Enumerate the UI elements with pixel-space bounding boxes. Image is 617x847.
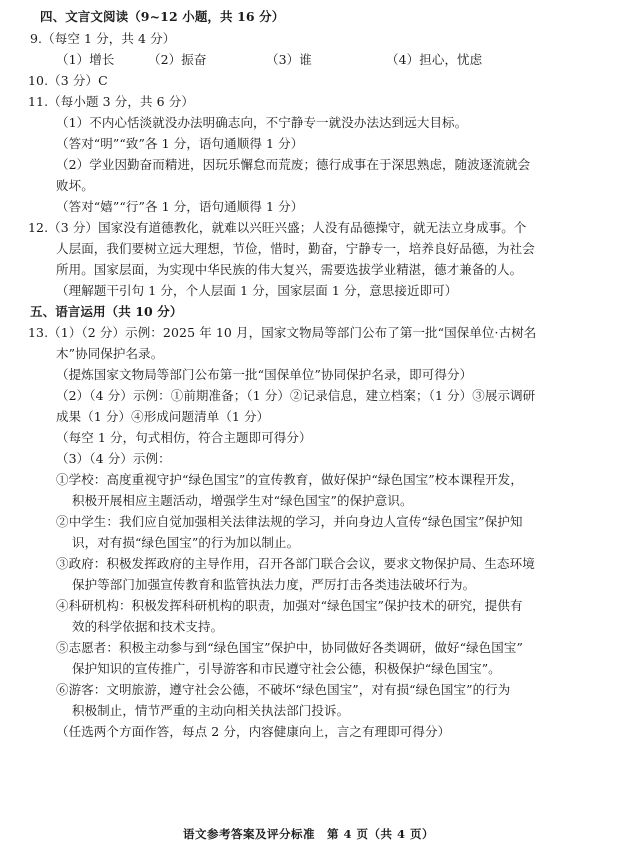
q13-tourist-line1: ⑥游客：文明旅游，遵守社会公德，不破坏“绿色国宝”，对有损“绿色国宝”的行为 (56, 682, 511, 697)
q13-student-line1: ②中学生：我们应自觉加强相关法律法规的学习，并向身边人宣传“绿色国宝”保护知 (56, 514, 523, 529)
q13-part1-line1: 13.（1）（2 分）示例：2025 年 10 月，国家文物局等部门公布了第一批“国保单位·古树名 (28, 325, 537, 340)
q9-answers (0, 52, 617, 68)
q12-answer-line2: 人层面，我们要树立远大理想，节俭，惜时，勤奋，宁静专一，培养良好品德，为社会 (56, 241, 535, 256)
q11-scoring-1: （答对“明”“致”各 1 分，语句通顺得 1 分） (56, 136, 304, 151)
q13-government-line1: ③政府：积极发挥政府的主导作用，召开各部门联合会议，要求文物保护局、生态环境 (56, 556, 535, 571)
q13-part2-line2: 成果（1 分）④形成问题清单（1 分） (56, 409, 270, 424)
q13-part3-heading: （3）（4 分）示例： (56, 451, 171, 466)
q13-research-line2: 效的科学依据和技术支持。 (72, 619, 224, 634)
section-heading-classical: 四、文言文阅读（9~12 小题，共 16 分） (40, 9, 285, 24)
q13-research-line1: ④科研机构：积极发挥科研机构的职责，加强对“绿色国宝”保护技术的研究，提供有 (56, 598, 523, 613)
q11-answer-2-line1: （2）学业因勤奋而精进，因玩乐懈怠而荒废；德行成事在于深思熟虑，随波逐流就会 (56, 157, 531, 172)
q12-answer-line1: 12.（3 分）国家没有道德教化，就难以兴旺兴盛；人没有品德操守，就无法立身成事。个 (28, 220, 527, 235)
q13-school-line2: 积极开展相应主题活动，增强学生对“绿色国宝”的保护意识。 (72, 493, 413, 508)
q9-answer-3: （3）谁 (266, 52, 312, 67)
q11-scoring-2: （答对“嬉”“行”各 1 分，语句通顺得 1 分） (56, 199, 304, 214)
q13-volunteer-line2: 保护知识的宣传推广，引导游客和市民遵守社会公德，积极保护“绿色国宝”。 (72, 661, 501, 676)
q13-volunteer-line1: ⑤志愿者：积极主动参与到“绿色国宝”保护中，协同做好各类调研，做好“绿色国宝” (56, 640, 523, 655)
q12-scoring: （理解题干引句 1 分，个人层面 1 分，国家层面 1 分，意思接近即可） (56, 283, 458, 298)
page-footer: 语文参考答案及评分标准 第 4 页（共 4 页） (182, 827, 435, 841)
q13-part1-line2: 木”协同保护名录。 (56, 346, 164, 361)
q12-answer-line3: 所用。国家层面，为实现中华民族的伟大复兴，需要选拔学业精湛，德才兼备的人。 (56, 262, 523, 277)
section-heading-language: 五、语言运用（共 10 分） (30, 304, 183, 319)
q13-part3-scoring: （任选两个方面作答，每点 2 分，内容健康向上，言之有理即可得分） (56, 724, 451, 739)
q13-school-line1: ①学校：高度重视守护“绿色国宝”的宣传教育，做好保护“绿色国宝”校本课程开发， (56, 472, 523, 487)
q13-student-line2: 识，对有损“绿色国宝”的行为加以制止。 (72, 535, 300, 550)
q13-part1-scoring: （提炼国家文物局等部门公布第一批“国保单位”协同保护名录，即可得分） (56, 367, 473, 382)
q11-heading: 11.（每小题 3 分，共 6 分） (28, 94, 194, 109)
q13-part2-scoring: （每空 1 分，句式相仿，符合主题即可得分） (56, 430, 312, 445)
q13-part2-line1: （2）（4 分）示例：①前期准备；（1 分）②记录信息，建立档案；（1 分）③展示调研 (56, 388, 536, 403)
q10-answer: 10.（3 分）C (28, 73, 108, 88)
q11-answer-2-line2: 败坏。 (56, 178, 94, 193)
q9-answer-1: （1）增长 (56, 52, 115, 67)
q9-answer-2: （2）振奋 (148, 52, 207, 67)
q9-answer-4: （4）担心，忧虑 (386, 52, 483, 67)
q11-answer-1: （1）不内心恬淡就没办法明确志向，不宁静专一就没办法达到远大目标。 (56, 115, 468, 130)
q13-government-line2: 保护等部门加强宣传教育和监管执法力度，严厉打击各类违法破坏行为。 (72, 577, 476, 592)
q13-tourist-line2: 积极制止，情节严重的主动向相关执法部门投诉。 (72, 703, 350, 718)
q9-heading: 9.（每空 1 分，共 4 分） (30, 31, 176, 46)
